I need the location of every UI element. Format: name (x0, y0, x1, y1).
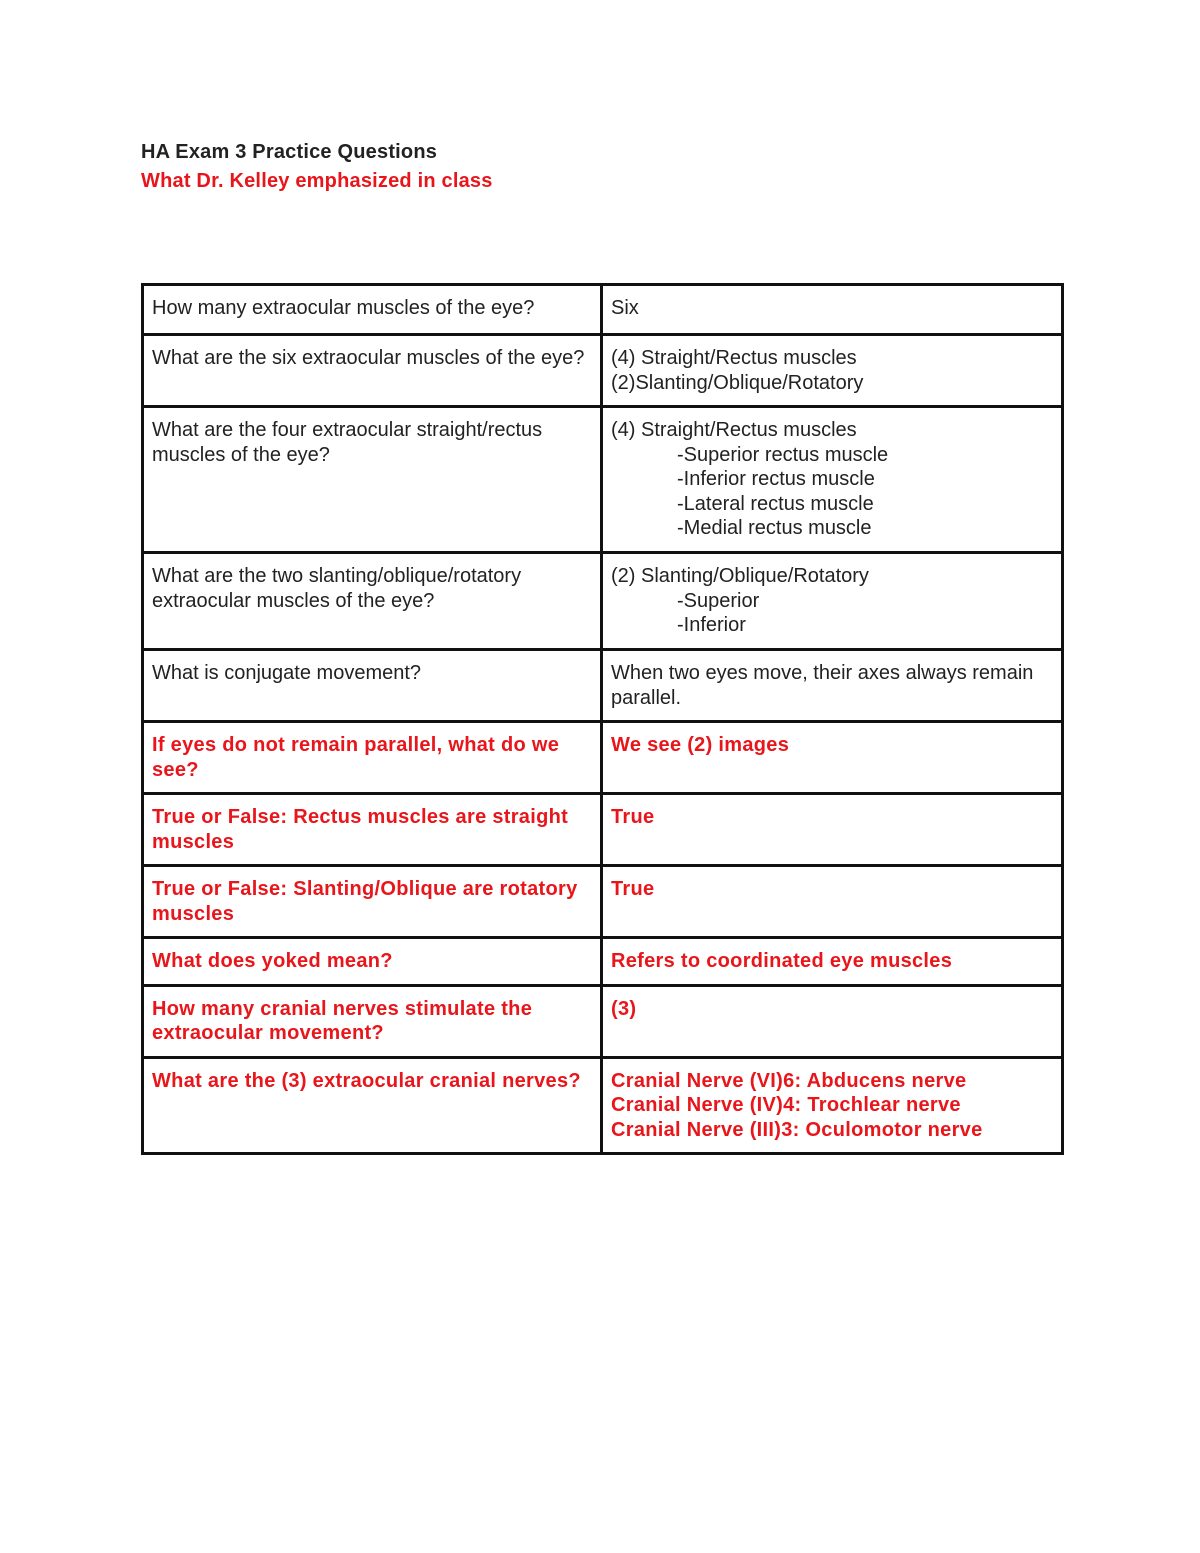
table-row (143, 866, 1063, 938)
question-cell: What does yoked mean? (143, 938, 602, 986)
answer-heading: (4) Straight/Rectus muscles (611, 419, 857, 441)
answer-cell: When two eyes move, their axes always remain parallel. (602, 650, 1063, 722)
table-row (143, 1057, 1063, 1154)
answer-line: Cranial Nerve (IV)4: Trochlear nerve (611, 1094, 961, 1116)
answer-item: -Superior (677, 589, 760, 612)
table-row (143, 722, 1063, 794)
answer-item: -Superior rectus muscle (677, 443, 889, 466)
answer-item: -Inferior rectus muscle (677, 468, 875, 490)
question-cell: What are the two slanting/oblique/rotatory extraocular muscles of the eye? (143, 553, 602, 650)
question-cell: What are the four extraocular straight/rectus muscles of the eye? (143, 407, 602, 553)
answer-cell (602, 553, 1063, 650)
answer-cell (602, 335, 1063, 407)
page-subtitle: What Dr. Kelley emphasized in class (141, 170, 493, 192)
answer-cell: Six (602, 285, 1063, 335)
table-row (143, 985, 1063, 1057)
question-cell: What are the six extraocular muscles of the eye? (143, 335, 602, 407)
answer-cell: True (602, 866, 1063, 938)
answer-cell: Refers to coordinated eye muscles (602, 938, 1063, 986)
question-cell: If eyes do not remain parallel, what do we see? (143, 722, 602, 794)
question-cell: True or False: Slanting/Oblique are rotatory muscles (143, 866, 602, 938)
question-cell: How many extraocular muscles of the eye? (143, 285, 602, 335)
table-row (143, 938, 1063, 986)
table-row (143, 794, 1063, 866)
answer-cell: We see (2) images (602, 722, 1063, 794)
answer-cell: True (602, 794, 1063, 866)
qa-table (141, 283, 1064, 1155)
answer-item: -Inferior (677, 614, 746, 636)
question-cell: What are the (3) extraocular cranial nerves? (143, 1057, 602, 1154)
answer-line: Cranial Nerve (III)3: Oculomotor nerve (611, 1118, 983, 1141)
answer-line: (4) Straight/Rectus muscles (611, 347, 857, 369)
answer-heading: (2) Slanting/Oblique/Rotatory (611, 565, 869, 587)
table-row (143, 650, 1063, 722)
table-row (143, 285, 1063, 335)
table-row (143, 407, 1063, 553)
answer-cell (602, 1057, 1063, 1154)
page-title: HA Exam 3 Practice Questions (141, 141, 438, 163)
answer-cell (602, 407, 1063, 553)
question-cell: True or False: Rectus muscles are straight muscles (143, 794, 602, 866)
table-row (143, 553, 1063, 650)
answer-line: (2)Slanting/Oblique/Rotatory (611, 371, 864, 394)
question-cell: What is conjugate movement? (143, 650, 602, 722)
answer-cell: (3) (602, 985, 1063, 1057)
answer-item: -Medial rectus muscle (677, 517, 872, 539)
answer-line: Cranial Nerve (VI)6: Abducens nerve (611, 1069, 967, 1092)
answer-item: -Lateral rectus muscle (677, 492, 874, 515)
table-row (143, 335, 1063, 407)
question-cell: How many cranial nerves stimulate the extraocular movement? (143, 985, 602, 1057)
